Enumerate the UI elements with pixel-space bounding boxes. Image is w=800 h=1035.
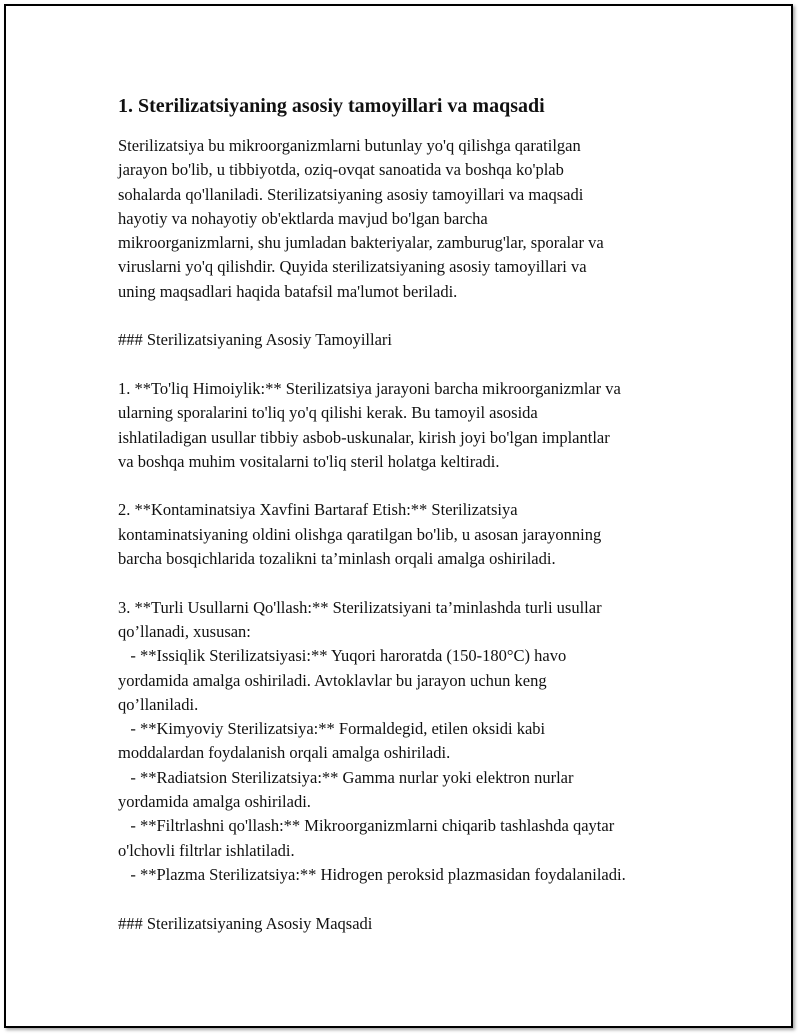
paragraph-gap (118, 474, 693, 498)
intro-paragraph: Sterilizatsiya bu mikroorganizmlarni butunlay yo'q qilishga qaratilgan jarayon bo'lib, u tibbiyotda, oziq-ovqat sanoatida va boshqa ko'plab sohalarda qo'llaniladi. Sterilizatsiyaning asosiy tamoyillari va maqsadi hayotiy va nohayotiy ob'ektlarda mavjud bo'lgan barcha mikroorganizmlarni, shu jumladan bakteriyalar, zamburug'lar, sporalar va viruslarni yo'q qilishdir. Quyida sterilizatsiyaning asosiy tamoyillari va uning maqsadlari haqida batafsil ma'lumot beriladi. (118, 136, 604, 301)
section-heading-purpose: ### Sterilizatsiyaning Asosiy Maqsadi (118, 913, 373, 933)
list-item-3: 3. **Turli Usullarni Qo'llash:** Sterilizatsiyani ta’minlashda turli usullar qo’llanadi, xususan: - **Issiqlik Sterilizatsiyasi:** Yuqori haroratda (150-180°C) havo yordamida amalga oshiriladi. Avtoklavlar bu jarayon uchun keng qo’llaniladi. - **Kimyoviy Sterilizatsiya:** Formaldegid, etilen oksidi kabi moddalardan foydalanish orqali amalga oshiriladi. - **Radiatsion Sterilizatsiya:** Gamma nurlar yoki elektron nurlar yordamida amalga oshiriladi. - **Filtrlashni qo'llash:** Mikroorganizmlarni chiqarib tashlashda qaytar o'lchovli filtrlar ishlatiladi. - **Plazma Sterilizatsiya:** Hidrogen peroksid plazmasidan foydalaniladi. (118, 597, 626, 884)
section-heading-principles: ### Sterilizatsiyaning Asosiy Tamoyillari (118, 330, 392, 350)
list-item-1: 1. **To'liq Himoiylik:** Sterilizatsiya jarayoni barcha mikroorganizmlar va ularning sporalarini to'liq yo'q qilishi kerak. Bu tamoyil asosida ishlatiladigan usullar tibbiy asbob-uskunalar, kirish joyi bo'lgan implantlar va boshqa muhim vositalarni to'liq steril holatga keltiradi. (118, 378, 621, 471)
paragraph-gap (118, 304, 693, 328)
list-item-2: 2. **Kontaminatsiya Xavfini Bartaraf Etish:** Sterilizatsiya kontaminatsiyaning oldini olishga qaratilgan bo'lib, u asosan jarayonning barcha bosqichlarida tozalikni ta’minlash orqali amalga oshiriladi. (118, 500, 602, 569)
paragraph-gap (118, 353, 693, 377)
document-body (118, 92, 693, 936)
paragraph-gap (118, 887, 693, 911)
paragraph-gap (118, 571, 693, 595)
document-title: 1. Sterilizatsiyaning asosiy tamoyillari va maqsadi (118, 95, 545, 117)
